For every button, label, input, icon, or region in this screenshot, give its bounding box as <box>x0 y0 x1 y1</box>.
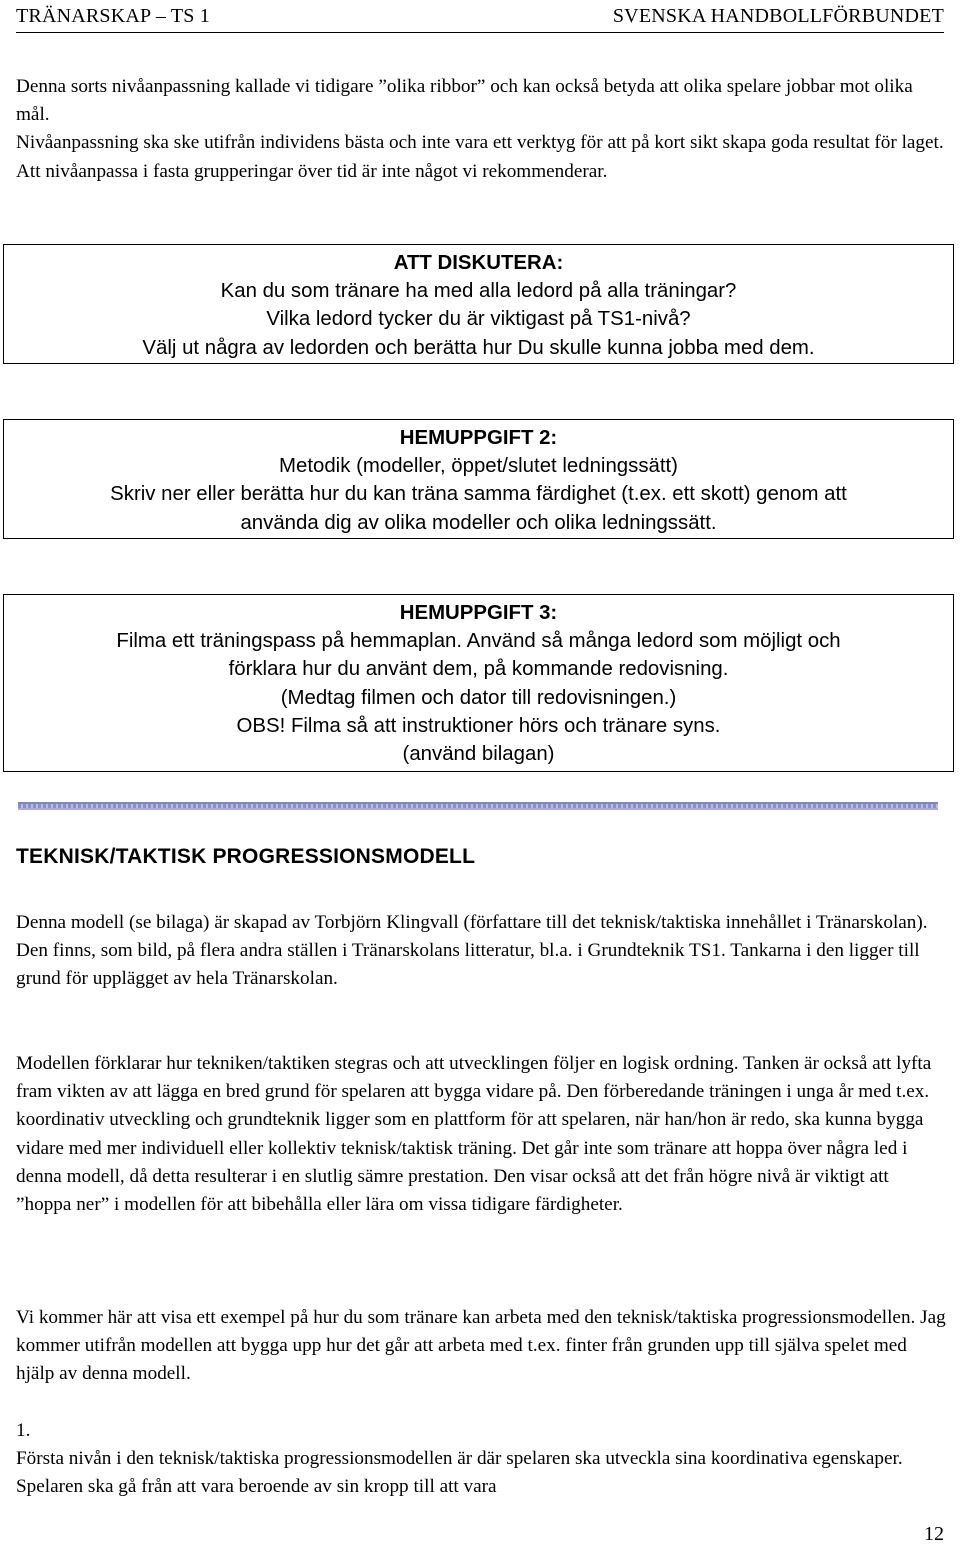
homework-2-line: Skriv ner eller berätta hur du kan träna samma färdighet (t.ex. ett skott) genom att <box>110 483 847 506</box>
section-numbered-item <box>16 1417 946 1502</box>
section-paragraph-4-text: Första nivån i den teknisk/taktiska progressionsmodellen är där spelaren ska utveckla sina koordinativa egenskaper. Spelaren ska gå från att vara beroende av sin kropp till att vara <box>16 1448 903 1498</box>
section-title: TEKNISK/TAKTISK PROGRESSIONSMODELL <box>16 845 476 868</box>
homework-3-line: OBS! Filma så att instruktioner hörs och tränare syns. <box>236 714 721 737</box>
homework-3-line: Filma ett träningspass på hemmaplan. Använd så många ledord som möjligt och <box>116 630 841 653</box>
homework-2-line: använda dig av olika modeller och olika ledningssätt. <box>240 511 717 534</box>
discussion-line: Vilka ledord tycker du är viktigast på TS1-nivå? <box>266 308 691 331</box>
section-paragraph-2 <box>16 1050 946 1219</box>
homework-3-heading: HEMUPPGIFT 3: <box>399 602 558 624</box>
homework-3-line: förklara hur du använt dem, på kommande redovisning. <box>228 658 729 681</box>
page-header <box>16 4 944 33</box>
homework-2-line: Metodik (modeller, öppet/slutet ledningssätt) <box>279 455 678 478</box>
discussion-heading: ATT DISKUTERA: <box>393 252 564 274</box>
intro-paragraph-1: Denna sorts nivåanpassning kallade vi tidigare ”olika ribbor” och kan också betyda att olika spelare jobbar mot olika mål. <box>16 76 913 126</box>
page-number: 12 <box>924 1523 944 1545</box>
discussion-box <box>3 244 954 364</box>
section-paragraph-3-text: Vi kommer här att visa ett exempel på hur du som tränare kan arbeta med den teknisk/taktiska progressionsmodellen. Jag kommer utifrån modellen att bygga upp hur det går att arbeta med t.ex. finter från grunden upp till själva spelet med hjälp av denna modell. <box>16 1307 946 1385</box>
homework-2-box <box>3 419 954 539</box>
discussion-line: Välj ut några av ledorden och berätta hur Du skulle kunna jobba med dem. <box>142 336 815 359</box>
homework-2-heading: HEMUPPGIFT 2: <box>399 427 558 449</box>
homework-3-line: (använd bilagan) <box>402 743 555 766</box>
section-paragraph-3 <box>16 1304 946 1389</box>
intro-paragraph-2: Nivåanpassning ska ske utifrån individens bästa och inte vara ett verktyg för att på kort sikt skapa goda resultat för laget. Att nivåanpassa i fasta grupperingar över tid är inte något vi rekommenderar. <box>16 132 944 182</box>
item-number: 1. <box>16 1420 31 1441</box>
section-paragraph-2-text: Modellen förklarar hur tekniken/taktiken stegras och att utvecklingen följer en logisk ordning. Tanken är också att lyfta fram vikten av att lägga en bred grund för spelaren att bygga vidare på. Den förberedande träningen i unga år med t.ex. koordinativ utveckling och grundteknik ligger som en plattform för att spelaren, när han/hon är redo, ska kunna bygga vidare med mer individuell eller kollektiv teknisk/taktisk träning. Det går inte som tränare att hoppa över några led i denna modell, då detta resulterar i en slutlig sämre prestation. Den visar också att det från högre nivå är viktigt att ”hoppa ner” i modellen för att bibehålla eller lära om vissa tidigare färdigheter. <box>16 1053 932 1216</box>
decorative-divider <box>18 802 938 810</box>
section-paragraph-1 <box>16 909 946 994</box>
homework-3-line: (Medtag filmen och dator till redovisningen.) <box>280 686 677 709</box>
intro-section <box>16 73 946 186</box>
section-paragraph-1-text: Denna modell (se bilaga) är skapad av Torbjörn Klingvall (författare till det teknisk/taktiska innehållet i Tränarskolan). Den finns, som bild, på flera andra ställen i Tränarskolans litteratur, bl.a. i Grundteknik TS1. Tankarna i den ligger till grund för upplägget av hela Tränarskolan. <box>16 912 928 990</box>
homework-3-box <box>3 594 954 772</box>
header-left-title: TRÄNARSKAP – TS 1 <box>16 5 210 27</box>
header-right-title: SVENSKA HANDBOLLFÖRBUNDET <box>612 5 944 27</box>
discussion-line: Kan du som tränare ha med alla ledord på alla träningar? <box>220 280 737 303</box>
